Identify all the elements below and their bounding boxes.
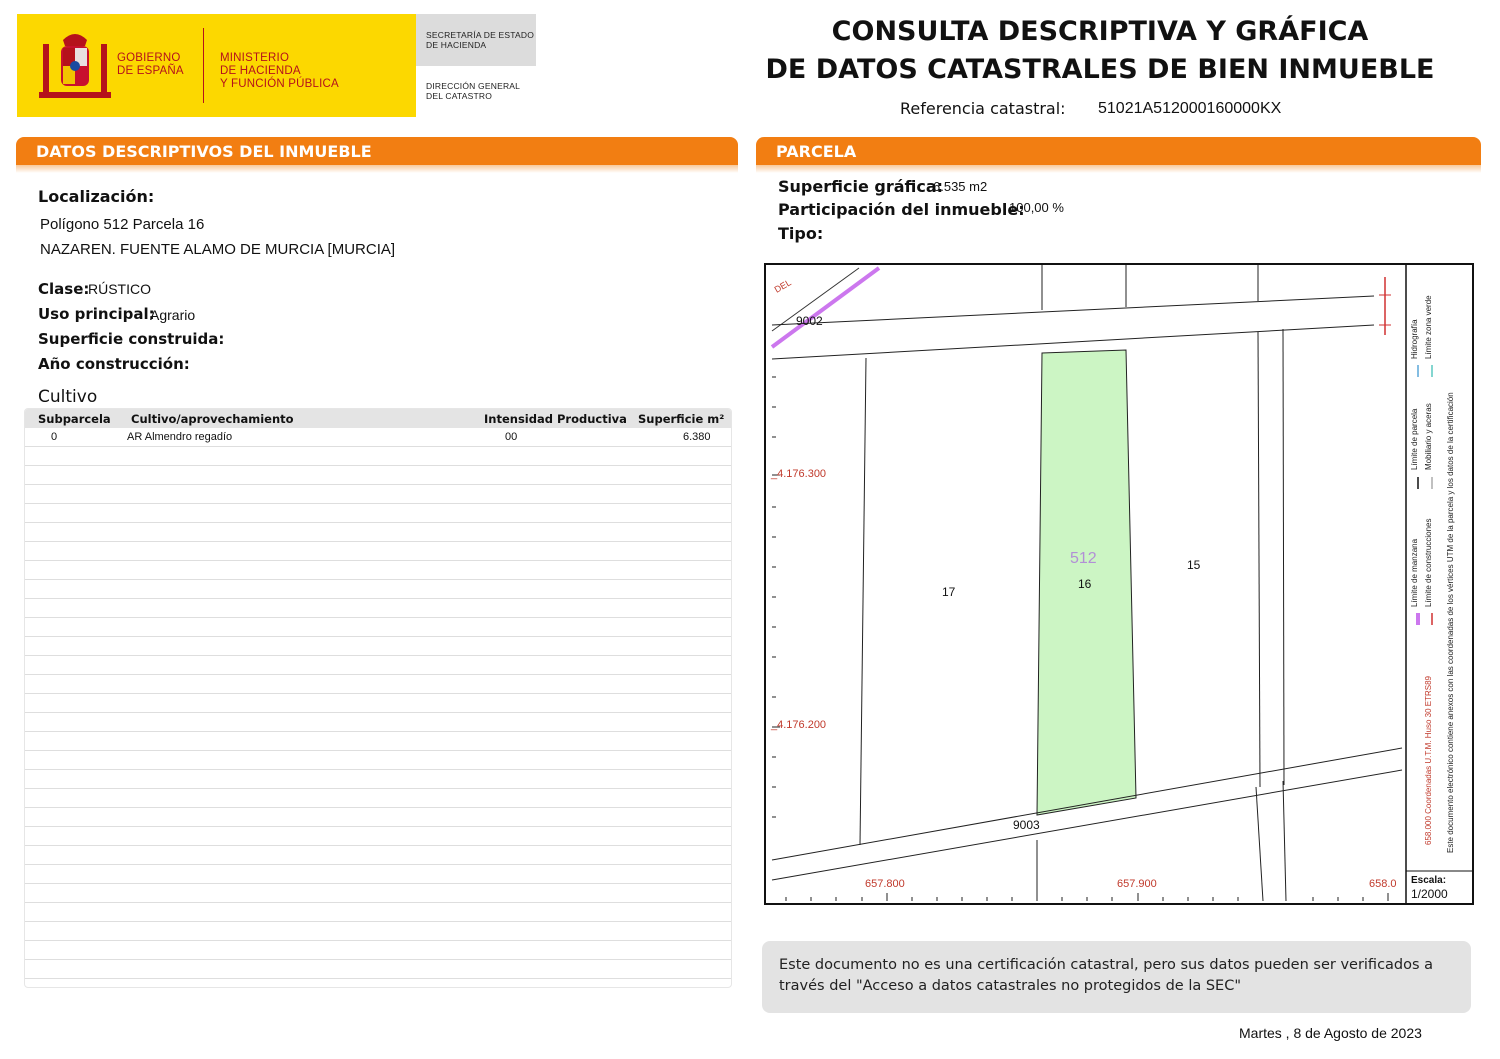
label-9002: 9002 [796, 314, 823, 328]
table-row-empty [25, 485, 731, 504]
table-row-empty [25, 903, 731, 922]
table-row-empty [25, 884, 731, 903]
section-header-shadow [16, 165, 738, 173]
table-row-empty [25, 447, 731, 466]
table-header [25, 409, 731, 428]
table-row-empty [25, 618, 731, 637]
table-row-empty [25, 656, 731, 675]
label-9003: 9003 [1013, 818, 1040, 832]
y-ticks [772, 377, 780, 817]
table-row-empty [25, 713, 731, 732]
table-row-empty [25, 732, 731, 751]
scale-label: Escala: [1411, 875, 1447, 886]
cultivo-table [24, 408, 732, 988]
cell-superficie: 6.380 [683, 431, 711, 443]
logo-ministerio-text: MINISTERIO DE HACIENDA Y FUNCIÓN PÚBLICA [220, 52, 339, 90]
table-row-empty [25, 599, 731, 618]
legend-mobiliario: Mobiliario y aceras [1424, 403, 1433, 470]
section-header-parcela [756, 137, 1481, 165]
section-header-datos [16, 137, 738, 165]
table-row-empty [25, 865, 731, 884]
table-row-empty [25, 580, 731, 599]
table-row-empty [25, 523, 731, 542]
page-title-line2: DE DATOS CATASTRALES DE BIEN INMUEBLE [765, 54, 1435, 85]
direccion-text: DIRECCIÓN GENERAL DEL CATASTRO [426, 81, 521, 101]
localizacion-line1: Polígono 512 Parcela 16 [40, 216, 205, 233]
legend-documento: Este documento electrónico contiene anexos con las coordenadas de los vértices UTM de la parcela y los datos de la certificación [1446, 392, 1455, 853]
y-coord-4176300: _4.176.300 [771, 468, 827, 480]
clase-label: Clase: [38, 280, 90, 298]
road-vertical-1 [1283, 329, 1284, 785]
uso-value: Agrario [150, 307, 196, 323]
table-row-empty [25, 466, 731, 485]
col-superficie: Superficie m² [638, 412, 725, 426]
table-row-empty [25, 922, 731, 941]
ref-label: Referencia catastral: [900, 99, 1066, 118]
localizacion-label: Localización: [38, 187, 155, 206]
clase-value: RÚSTICO [88, 281, 151, 297]
superficie-construida-label: Superficie construida: [38, 330, 225, 348]
table-row [25, 428, 731, 447]
logo-divider [203, 28, 204, 103]
label-parcela-16: 16 [1078, 577, 1092, 591]
tipo-label: Tipo: [778, 224, 824, 243]
cell-subparcela: 0 [51, 431, 58, 443]
x-ticks [786, 893, 1388, 901]
superficie-grafica-value: 6.535 m2 [933, 179, 988, 194]
road-9002-top [772, 296, 1374, 325]
table-row-empty [25, 694, 731, 713]
table-row-empty [25, 941, 731, 960]
legend-hidrografia: Hidrografía [1410, 319, 1419, 359]
cultivo-title: Cultivo [38, 387, 98, 407]
table-row-empty [25, 846, 731, 865]
x-coord-658000: 658.0 [1369, 878, 1397, 890]
legend-limite-construcciones: Límite de construcciones [1424, 518, 1433, 607]
y-coord-4176200: _4.176.200 [771, 719, 827, 731]
table-row-empty [25, 979, 731, 988]
parcel-15-right-edge [1258, 332, 1260, 787]
col-cultivo: Cultivo/aprovechamiento [131, 412, 294, 426]
table-row-empty [25, 770, 731, 789]
x-coord-657900: 657.900 [1117, 878, 1157, 890]
footer-date: Martes , 8 de Agosto de 2023 [1239, 1025, 1422, 1041]
table-row-empty [25, 960, 731, 979]
table-row-empty [25, 751, 731, 770]
map-drawing [766, 265, 1472, 903]
table-row-empty [25, 827, 731, 846]
page-title-line1: CONSULTA DESCRIPTIVA Y GRÁFICA [831, 16, 1369, 47]
label-parcela-15: 15 [1187, 558, 1201, 572]
table-row-empty [25, 637, 731, 656]
localizacion-line2: NAZAREN. FUENTE ALAMO DE MURCIA [MURCIA] [40, 241, 396, 258]
logo-gobierno-text: GOBIERNO DE ESPAÑA [117, 52, 184, 77]
secretaria-text: SECRETARÍA DE ESTADO DE HACIENDA [426, 30, 535, 50]
table-row-empty [25, 675, 731, 694]
participacion-label: Participación del inmueble: [778, 200, 1025, 219]
road-vertical-3 [1283, 781, 1286, 901]
label-parcela-17: 17 [942, 585, 956, 599]
road-vertical-2 [1256, 787, 1263, 901]
section-title-parcela: PARCELA [776, 142, 857, 161]
section-title-normal: DATOS DESCRIPTIVOS DEL [36, 142, 280, 161]
cell-intensidad: 00 [505, 431, 518, 443]
col-subparcela: Subparcela [38, 412, 111, 426]
superficie-grafica-label: Superficie gráfica: [778, 177, 944, 196]
table-row-empty [25, 504, 731, 523]
table-row-empty [25, 561, 731, 580]
empty-rows [25, 447, 731, 988]
label-del: DEL [772, 277, 793, 295]
uso-label: Uso principal: [38, 305, 155, 323]
participacion-value: 100,00 % [1009, 200, 1064, 215]
table-row-empty [25, 542, 731, 561]
scale-value: 1/2000 [1411, 887, 1448, 901]
disclaimer-note: Este documento no es una certificación catastral, pero sus datos pueden ser verificados a través del "Acceso a datos catastrales no protegidos de la SEC" [762, 941, 1471, 1013]
coat-of-arms-icon [35, 26, 115, 106]
x-coord-657800: 657.800 [865, 878, 905, 890]
legend-zona-verde: Límite zona verde [1424, 295, 1433, 359]
section-title-bold: INMUEBLE [279, 142, 372, 161]
legend-coordenadas: 658.000 Coordenadas U.T.M. Huso 30 ETRS89 [1424, 676, 1433, 845]
anio-construccion-label: Año construcción: [38, 355, 190, 373]
cell-cultivo: AR Almendro regadío [127, 431, 233, 443]
col-intensidad: Intensidad Productiva [484, 412, 627, 426]
legend-limite-parcela: Límite de parcela [1410, 408, 1419, 470]
label-poligono-512: 512 [1070, 550, 1097, 567]
legend-limite-manzana: Límite de manzana [1410, 538, 1419, 607]
ref-value: 51021A512000160000KX [1098, 100, 1282, 117]
cadastral-map [764, 263, 1474, 905]
parcel-17-left-edge [860, 358, 866, 845]
table-row-empty [25, 789, 731, 808]
section-header-shadow-right [756, 165, 1481, 173]
table-row-empty [25, 808, 731, 827]
government-logo [17, 14, 416, 117]
